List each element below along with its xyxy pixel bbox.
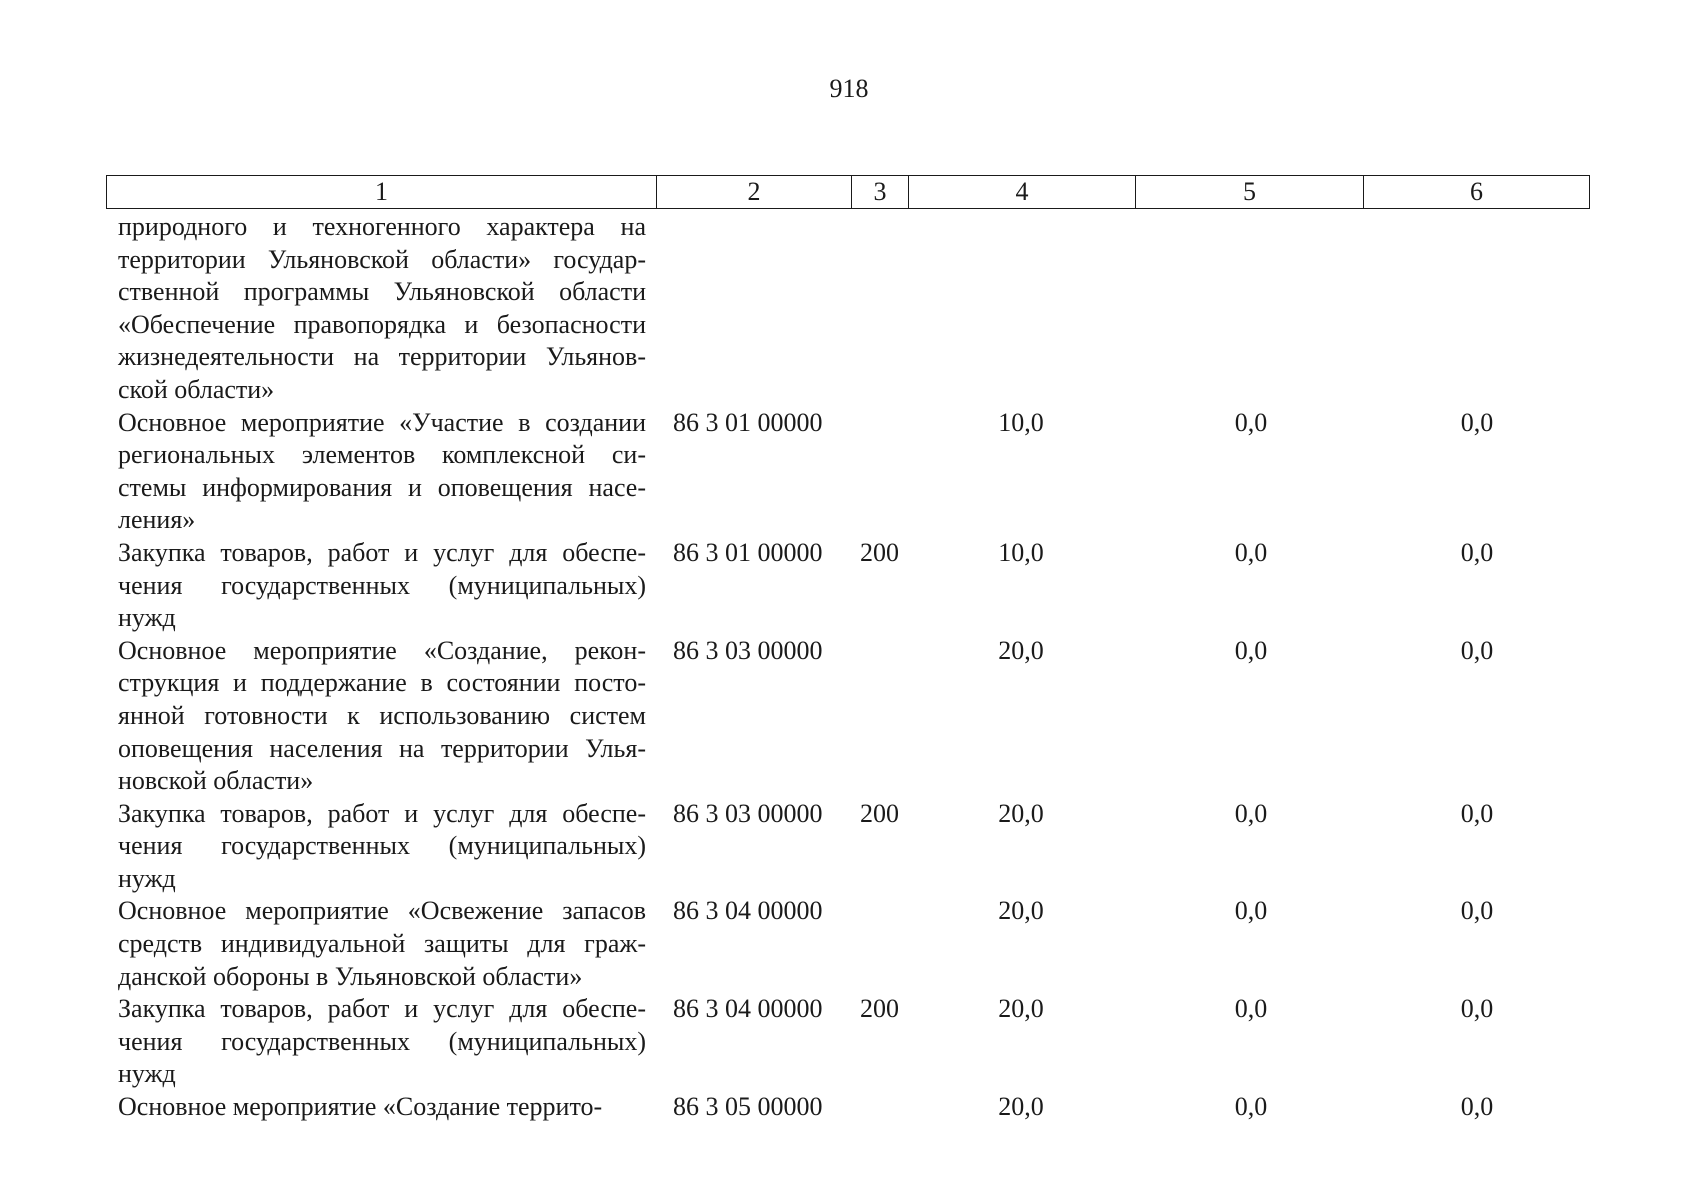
row-code: 86 3 03 00000 <box>673 635 823 665</box>
row-code: 86 3 05 00000 <box>673 1092 823 1122</box>
table-header <box>106 175 1590 209</box>
description-line: жизнедеятельности на территории Ульянов- <box>118 342 646 372</box>
description-line: оповещения населения на территории Улья- <box>118 733 646 763</box>
table-row <box>0 211 1698 407</box>
row-expense-type: 200 <box>860 798 899 828</box>
table-row <box>0 895 1698 993</box>
row-code: 86 3 04 00000 <box>673 994 823 1024</box>
table-row <box>0 993 1698 1091</box>
row-value-col6: 0,0 <box>1460 1092 1494 1122</box>
description-line: чения государственных (муниципальных) <box>118 1026 646 1056</box>
description-line: природного и техногенного характера на <box>118 212 646 241</box>
header-col-6: 6 <box>1470 177 1483 206</box>
table-row <box>0 798 1698 896</box>
row-value-col6: 0,0 <box>1460 537 1494 567</box>
header-col-5: 5 <box>1136 176 1364 208</box>
header-col-3: 3 <box>852 176 909 208</box>
description-line: чения государственных (муниципальных) <box>118 570 646 600</box>
row-description <box>118 407 646 537</box>
row-value-col5: 0,0 <box>1234 1092 1268 1122</box>
row-value-col5: 0,0 <box>1234 635 1268 665</box>
row-value-col6: 0,0 <box>1460 407 1494 437</box>
row-description <box>118 635 646 798</box>
header-col-4: 4 <box>909 176 1136 208</box>
description-line: ской области» <box>118 374 275 404</box>
row-code: 86 3 04 00000 <box>673 896 823 926</box>
description-line: янной готовности к использованию систем <box>118 700 646 730</box>
row-description <box>118 211 646 407</box>
description-line: Закупка товаров, работ и услуг для обеспе- <box>118 537 646 567</box>
description-line: ственной программы Ульяновской области <box>118 277 646 307</box>
row-value-col4: 20,0 <box>998 798 1044 828</box>
description-line: струкция и поддержание в состоянии посто- <box>118 668 646 698</box>
description-line: чения государственных (муниципальных) <box>118 831 646 861</box>
row-value-col6: 0,0 <box>1460 994 1494 1024</box>
description-line: новской области» <box>118 766 314 796</box>
table-body <box>0 211 1698 1124</box>
description-line: стемы информирования и оповещения насе- <box>118 472 646 502</box>
row-code: 86 3 01 00000 <box>673 537 823 567</box>
description-line: нужд <box>118 1059 176 1089</box>
row-value-col4: 20,0 <box>998 635 1044 665</box>
description-line: «Обеспечение правопорядка и безопасности <box>118 309 646 339</box>
description-line: нужд <box>118 603 176 633</box>
header-col-1: 1 <box>107 176 657 208</box>
description-line: Закупка товаров, работ и услуг для обеспе- <box>118 994 646 1024</box>
description-line: ления» <box>118 505 196 535</box>
row-value-col4: 10,0 <box>998 407 1044 437</box>
row-description <box>118 537 646 635</box>
description-line: Основное мероприятие «Создание, рекон- <box>118 635 646 665</box>
description-line: нужд <box>118 863 176 893</box>
header-col-2: 2 <box>657 176 852 208</box>
row-expense-type: 200 <box>860 537 899 567</box>
row-expense-type: 200 <box>860 994 899 1024</box>
description-line: средств индивидуальной защиты для граж- <box>118 929 646 959</box>
row-description <box>118 798 646 896</box>
row-value-col6: 0,0 <box>1460 896 1494 926</box>
table-row <box>0 537 1698 635</box>
row-value-col6: 0,0 <box>1460 798 1494 828</box>
row-value-col4: 10,0 <box>998 537 1044 567</box>
description-line: региональных элементов комплексной си- <box>118 440 646 470</box>
row-value-col5: 0,0 <box>1234 407 1268 437</box>
description-line: Основное мероприятие «Освежение запасов <box>118 896 646 926</box>
table-row <box>0 635 1698 798</box>
row-value-col5: 0,0 <box>1234 896 1268 926</box>
row-description <box>118 1091 646 1124</box>
row-description <box>118 993 646 1091</box>
row-value-col5: 0,0 <box>1234 994 1268 1024</box>
row-value-col4: 20,0 <box>998 994 1044 1024</box>
row-description <box>118 895 646 993</box>
row-value-col6: 0,0 <box>1460 635 1494 665</box>
row-code: 86 3 01 00000 <box>673 407 823 437</box>
table-row <box>0 1091 1698 1124</box>
description-line: Основное мероприятие «Создание террито- <box>118 1092 603 1122</box>
page-number: 918 <box>829 74 869 103</box>
row-value-col4: 20,0 <box>998 896 1044 926</box>
description-line: данской обороны в Ульяновской области» <box>118 961 583 991</box>
row-code: 86 3 03 00000 <box>673 798 823 828</box>
description-line: Основное мероприятие «Участие в создании <box>118 407 646 437</box>
row-value-col5: 0,0 <box>1234 537 1268 567</box>
description-line: территории Ульяновской области» государ- <box>118 244 646 274</box>
row-value-col4: 20,0 <box>998 1092 1044 1122</box>
table-row <box>0 407 1698 537</box>
row-value-col5: 0,0 <box>1234 798 1268 828</box>
description-line: Закупка товаров, работ и услуг для обеспе- <box>118 798 646 828</box>
